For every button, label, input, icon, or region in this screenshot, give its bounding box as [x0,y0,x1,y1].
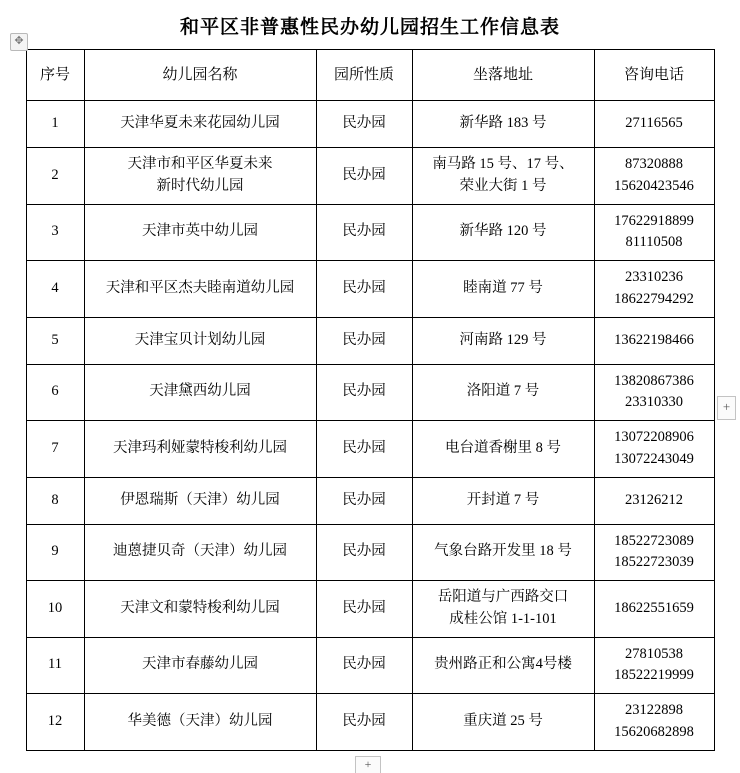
cell-name [84,581,316,638]
cell-phone-line: 81110508 [625,234,683,251]
cell-address [412,204,594,261]
kindergarten-info-table [26,49,715,751]
cell-phone-line: 15620423546 [614,177,694,194]
cell-phone-line: 17622918899 [614,212,694,229]
cell-phone [594,581,714,638]
cell-type-line: 民办园 [342,543,386,560]
cell-phone [594,317,714,364]
cell-type-line: 民办园 [342,223,386,240]
cell-address [412,637,594,694]
cell-name-line: 天津黛西幼儿园 [149,383,251,400]
cell-address [412,317,594,364]
table-row [26,421,714,478]
cell-address [412,421,594,478]
cell-no: 3 [26,204,84,261]
cell-name [84,317,316,364]
cell-address-line: 睦南道 77 号 [463,279,543,296]
cell-type [316,261,412,318]
cell-type [316,694,412,751]
table-row [26,101,714,148]
add-row-button[interactable]: + [355,756,381,773]
cell-name-line: 天津和平区杰夫睦南道幼儿园 [105,279,295,296]
cell-phone-line: 87320888 [625,156,683,172]
cell-phone [594,694,714,751]
cell-no: 5 [26,317,84,364]
cell-name-line: 天津市英中幼儿园 [142,223,258,240]
cell-no: 6 [26,364,84,421]
cell-type-line: 民办园 [342,115,386,132]
cell-type [316,204,412,261]
cell-address-line: 南马路 15 号、17 号、 [432,156,574,172]
cell-phone [594,637,714,694]
cell-type [316,101,412,148]
cell-phone [594,421,714,478]
cell-address-line: 河南路 129 号 [459,331,547,348]
cell-no: 10 [26,581,84,638]
cell-phone-line: 23122898 [625,702,683,718]
cell-phone [594,101,714,148]
cell-name-line: 天津文和蒙特梭利幼儿园 [120,599,280,616]
cell-name [84,364,316,421]
cell-type-line: 民办园 [342,331,386,348]
column-header-type: 园所性质 [316,50,412,101]
cell-phone-line: 18522219999 [614,667,694,684]
cell-phone-line: 18622794292 [614,290,694,307]
cell-address-line: 贵州路正和公寓4号楼 [434,656,572,673]
cell-address [412,261,594,318]
cell-type-line: 民办园 [342,279,386,296]
cell-name [84,204,316,261]
cell-address [412,364,594,421]
cell-address [412,101,594,148]
table-row [26,524,714,581]
table-row [26,317,714,364]
column-header-name: 幼儿园名称 [84,50,316,101]
cell-address-line: 电台道香榭里 8 号 [445,439,561,456]
cell-name-line: 天津市和平区华夏未来 [127,156,273,172]
page-title: 和平区非普惠性民办幼儿园招生工作信息表 [179,17,560,38]
cell-no: 2 [26,148,84,205]
cell-type-line: 民办园 [342,166,386,183]
cell-type [316,477,412,524]
cell-address-line: 新华路 183 号 [459,115,547,132]
cell-phone-line: 18622551659 [614,599,694,616]
cell-phone-line: 23126212 [625,491,683,508]
cell-no: 1 [26,101,84,148]
cell-name [84,637,316,694]
cell-phone-line: 18522723089 [614,532,694,549]
cell-name [84,421,316,478]
table-header-row [26,50,714,101]
cell-no: 7 [26,421,84,478]
add-column-button[interactable]: + [717,396,736,420]
cell-name [84,261,316,318]
table-row [26,364,714,421]
cell-address [412,477,594,524]
cell-type-line: 民办园 [342,439,386,456]
cell-name [84,524,316,581]
cell-type [316,317,412,364]
cell-name-line: 伊恩瑞斯（天津）幼儿园 [120,491,280,508]
cell-type-line: 民办园 [342,491,386,508]
cell-no: 4 [26,261,84,318]
cell-address-line: 成桂公馆 1-1-101 [449,610,557,627]
cell-phone-line: 18522723039 [614,554,694,571]
table-row [26,148,714,205]
cell-phone-line: 13622198466 [614,331,694,348]
cell-name [84,148,316,205]
cell-address [412,148,594,205]
cell-phone-line: 13072208906 [614,429,694,445]
cell-no: 9 [26,524,84,581]
cell-address [412,524,594,581]
cell-address [412,581,594,638]
cell-address [412,694,594,751]
cell-phone [594,524,714,581]
cell-name-line: 华美德（天津）幼儿园 [127,712,273,729]
table-row [26,637,714,694]
cell-name-line: 天津宝贝计划幼儿园 [134,331,266,348]
cell-name-line: 新时代幼儿园 [156,177,244,194]
cell-phone-line: 23310236 [625,269,683,285]
cell-type-line: 民办园 [342,383,386,400]
cell-name [84,694,316,751]
table-row [26,204,714,261]
cell-type [316,524,412,581]
cell-type [316,581,412,638]
cell-name-line: 天津玛利娅蒙特梭利幼儿园 [113,439,287,456]
cell-address-line: 新华路 120 号 [459,223,547,240]
cell-phone [594,148,714,205]
cell-type-line: 民办园 [342,656,386,673]
cell-address-line: 开封道 7 号 [466,491,540,508]
cell-no: 8 [26,477,84,524]
cell-type [316,148,412,205]
cell-address-line: 重庆道 25 号 [463,712,543,729]
cell-name-line: 迪蒽捷贝奇（天津）幼儿园 [113,543,287,560]
table-row [26,694,714,751]
column-header-phone: 咨询电话 [594,50,714,101]
column-header-address: 坐落地址 [412,50,594,101]
cell-name-line: 天津市春藤幼儿园 [142,656,258,673]
cell-phone-line: 13072243049 [614,450,694,467]
table-row [26,261,714,318]
cell-phone [594,261,714,318]
cell-type-line: 民办园 [342,712,386,729]
cell-name [84,101,316,148]
cell-no: 12 [26,694,84,751]
cell-phone-line: 23310330 [625,394,683,411]
cell-type [316,637,412,694]
cell-phone [594,477,714,524]
cell-address-line: 洛阳道 7 号 [466,383,540,400]
table-row [26,581,714,638]
cell-phone [594,204,714,261]
cell-phone-line: 13820867386 [614,372,694,389]
column-header-no: 序号 [26,50,84,101]
cell-phone [594,364,714,421]
cell-type [316,421,412,478]
move-icon[interactable]: ✥ [10,33,28,51]
cell-address-line: 岳阳道与广西路交口 [437,589,569,605]
cell-type-line: 民办园 [342,599,386,616]
cell-phone-line: 27810538 [625,645,683,662]
cell-address-line: 气象台路开发里 18 号 [434,543,572,560]
cell-name [84,477,316,524]
cell-name-line: 天津华夏未来花园幼儿园 [120,115,280,132]
cell-no: 11 [26,637,84,694]
cell-type [316,364,412,421]
cell-phone-line: 27116565 [625,115,683,132]
cell-phone-line: 15620682898 [614,723,694,740]
table-body [26,101,714,751]
table-row [26,477,714,524]
cell-address-line: 荣业大街 1 号 [459,177,547,194]
